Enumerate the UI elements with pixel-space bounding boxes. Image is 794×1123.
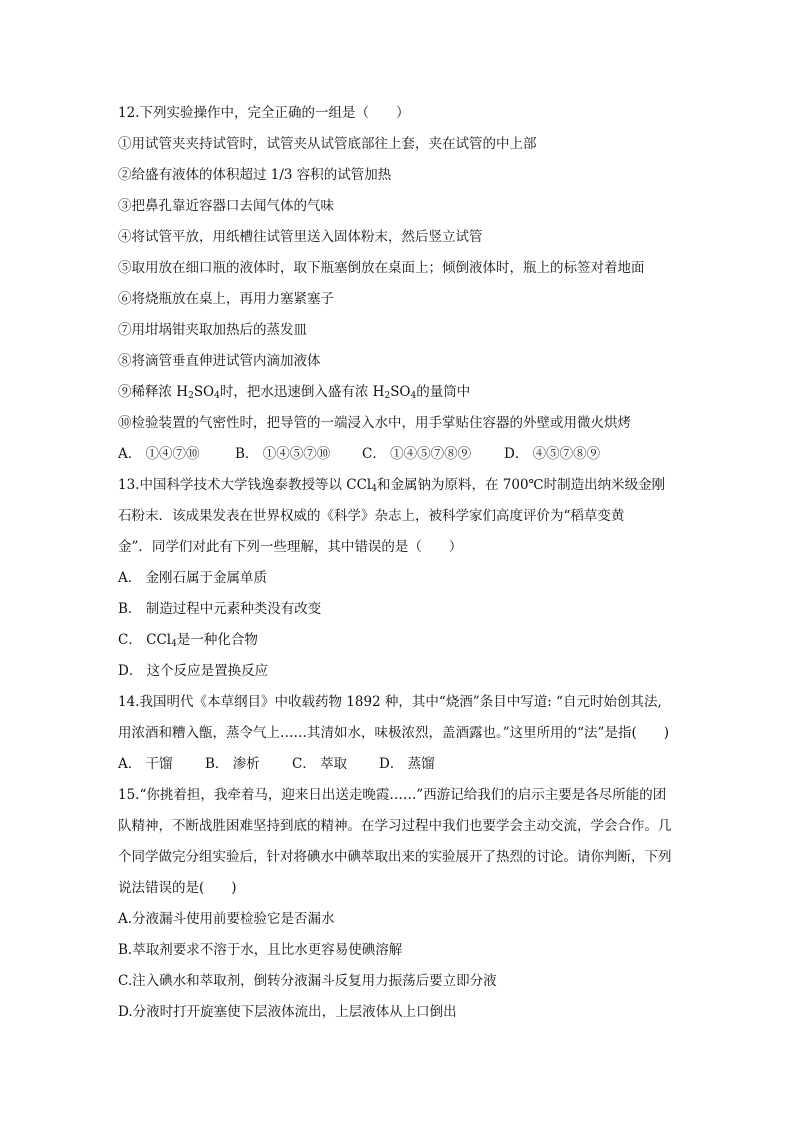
q12-option-b: B． ①④⑤⑦⑩ (235, 446, 331, 462)
q12-option-d: D． ④⑤⑦⑧⑨ (504, 446, 601, 462)
q14-options (118, 754, 435, 774)
q14-option-b: B． 渗析 (205, 756, 260, 772)
q12-item-1: ①用试管夹夹持试管时，试管夹从试管底部往上套，夹在试管的中上部 (118, 136, 537, 152)
q13-option-a: A． 金刚石属于金属单质 (118, 570, 268, 586)
q14-option-c: C． 萃取 (292, 756, 348, 772)
q12-item-9-sub-1: 2 (188, 391, 194, 401)
q12-item-7: ⑦用坩埚钳夹取加热后的蒸发皿 (118, 322, 307, 338)
q15-option-a: A.分液漏斗使用前要检验它是否漏水 (118, 911, 335, 927)
q12-options (118, 444, 600, 464)
q15-option-d: D.分液时打开旋塞使下层液体流出，上层液体从上口倒出 (118, 1004, 457, 1020)
q12-item-9-sub-3: 2 (384, 391, 391, 401)
q15-stem-line-1: 15.“你挑着担，我牵着马，迎来日出送走晚霞……”西游记给我们的启示主要是各尽所能的团 (118, 787, 667, 803)
q12-item-9-sub-4: 4 (410, 391, 417, 401)
q12-item-5: ⑤取用放在细口瓶的液体时，取下瓶塞倒放在桌面上；倾倒液体时，瓶上的标签对着地面 (118, 260, 645, 276)
q13-option-c-text-b: 是一种化合物 (176, 632, 258, 648)
q13-stem-line-2: 石粉末．该成果发表在世界权威的《科学》杂志上，被科学家们高度评价为“稻草变黄 (118, 508, 625, 524)
q13-stem-sub: 4 (371, 484, 377, 494)
q13-option-c (118, 630, 258, 650)
q12-option-a: A． ①④⑦⑩ (118, 446, 200, 462)
q12-item-6: ⑥将烧瓶放在桌上，再用力塞紧塞子 (118, 291, 334, 307)
q13-option-c-text-a: C． CCl (118, 632, 172, 648)
q15-option-c: C.注入碘水和萃取剂，倒转分液漏斗反复用力振荡后要立即分液 (118, 973, 497, 989)
q12-item-10: ⑩检验装置的气密性时，把导管的一端浸入水中，用手掌贴住容器的外壁或用微火烘烤 (118, 415, 631, 431)
q12-item-9-text-b: SO (193, 384, 215, 400)
q12-item-2: ②给盛有液体的体积超过 1/3 容积的试管加热 (118, 167, 392, 183)
q12-item-8: ⑧将滴管垂直伸进试管内滴加液体 (118, 353, 321, 369)
q12-item-9 (118, 382, 470, 402)
q15-stem-line-2: 队精神，不断战胜困难坚持到底的精神。在学习过程中我们也要学会主动交流，学会合作。几 (118, 818, 672, 834)
q13-option-c-sub: 4 (171, 639, 177, 649)
q12-item-9-text-a: ⑨稀释浓 H (118, 384, 189, 400)
q13-stem-line-1 (118, 475, 665, 495)
q13-stem-text-a: 13.中国科学技术大学钱逸泰教授等以 CCl (118, 477, 372, 493)
q12-item-9-text-d: SO (390, 384, 411, 400)
q15-option-b: B.萃取剂要求不溶于水，且比水更容易使碘溶解 (118, 942, 403, 958)
q15-stem-line-4: 说法错误的是( ) (118, 880, 237, 896)
q14-option-a: A． 干馏 (118, 756, 173, 772)
q13-option-b: B． 制造过程中元素种类没有改变 (118, 601, 322, 617)
q13-stem-text-b: 和金属钠为原料，在 700℃时制造出纳米级金刚 (376, 477, 666, 493)
q14-stem-line-1: 14.我国明代《本草纲目》中收载药物 1892 种，其中“烧酒”条目中写道: “自元时始创其法, (118, 694, 662, 710)
q12-item-9-sub-2: 4 (214, 391, 220, 401)
q12-item-9-text-c: 时，把水迅速倒入盛有浓 H (219, 384, 385, 400)
q14-option-d: D． 蒸馏 (379, 756, 435, 772)
q15-stem-line-3: 个同学做完分组实验后，针对将碘水中碘萃取出来的实验展开了热烈的讨论。请你判断，下列 (118, 849, 672, 865)
q14-stem-line-2: 用浓酒和糟入甑，蒸令气上……其清如水，味极浓烈，盖酒露也。”这里所用的“法”是指( ) (118, 725, 669, 741)
q13-stem-line-3: 金”．同学们对此有下列一些理解，其中错误的是（ ） (118, 539, 463, 555)
q12-item-4: ④将试管平放，用纸槽往试管里送入固体粉末，然后竖立试管 (118, 229, 483, 245)
q12-option-c: C． ①④⑤⑦⑧⑨ (362, 446, 472, 462)
q13-option-d: D． 这个反应是置换反应 (118, 663, 269, 679)
q12-stem: 12.下列实验操作中，完全正确的一组是（ ） (118, 105, 410, 121)
q12-item-9-text-e: 的量筒中 (416, 384, 471, 400)
q12-item-3: ③把鼻孔靠近容器口去闻气体的气味 (118, 198, 334, 214)
